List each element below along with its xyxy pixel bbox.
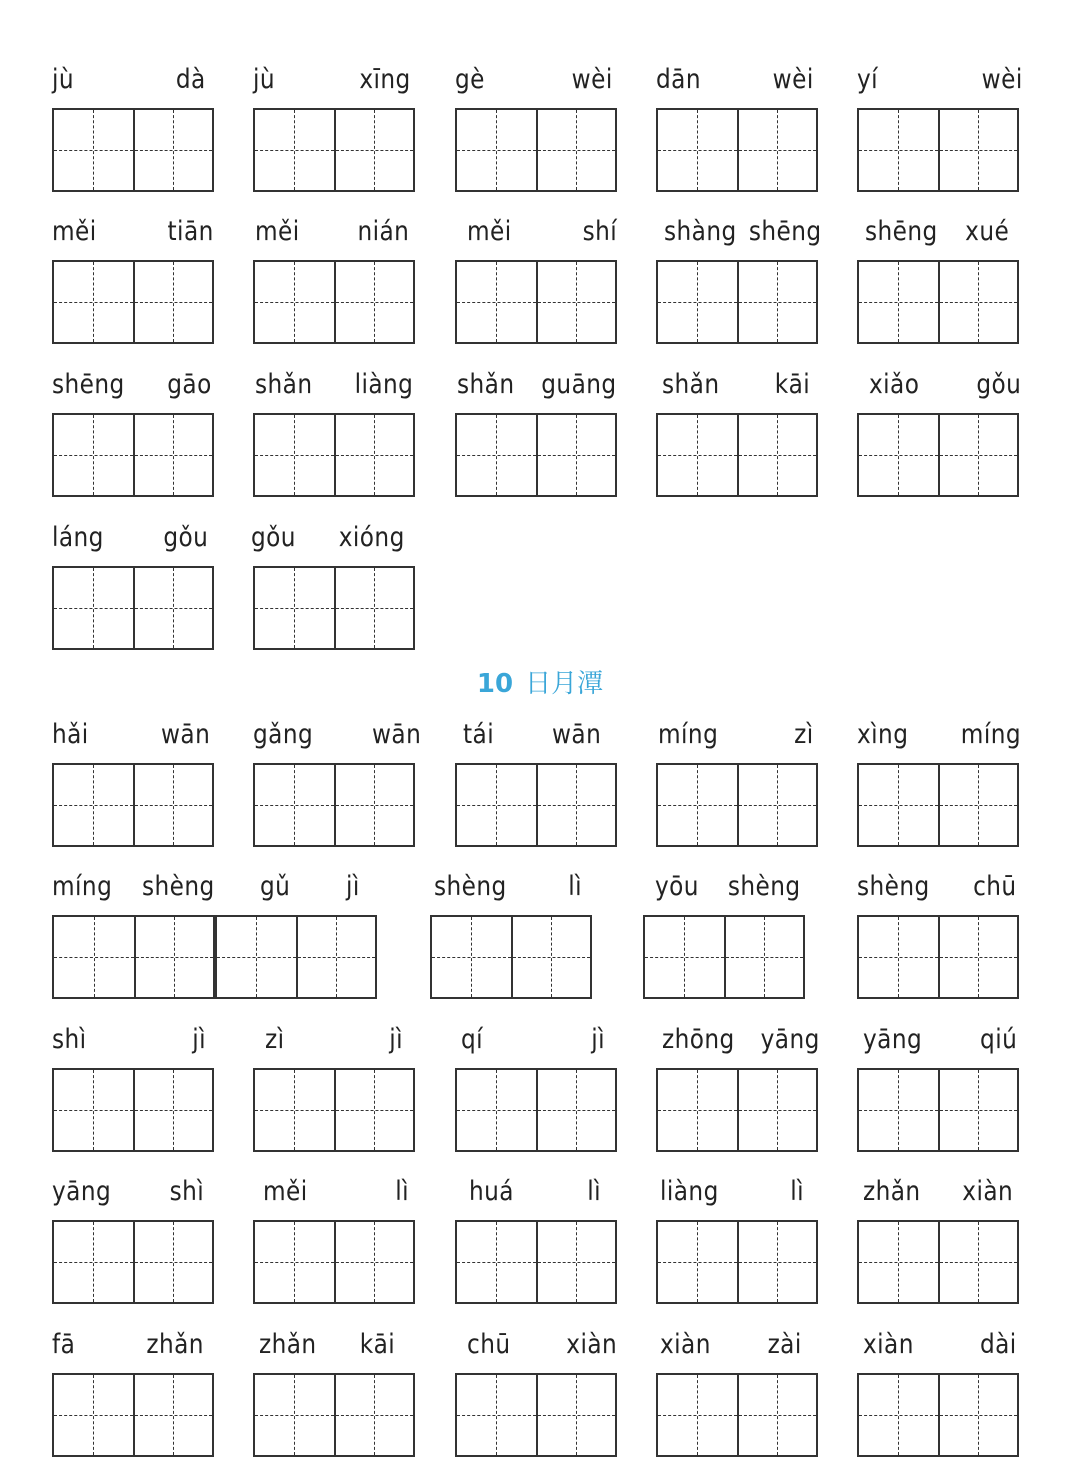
tianzige-cell[interactable] — [255, 765, 334, 845]
pinyin-right: míng — [960, 719, 1021, 750]
word-item — [455, 717, 617, 849]
pinyin-left: hǎi — [52, 719, 89, 750]
writing-grid[interactable] — [455, 260, 617, 344]
word-item — [253, 1327, 415, 1459]
word-item — [857, 1022, 1019, 1154]
pinyin-left: xiǎo — [869, 369, 920, 400]
tianzige-cell[interactable] — [724, 917, 803, 997]
tianzige-cell[interactable] — [938, 765, 1017, 845]
tianzige-cell[interactable] — [859, 1070, 938, 1150]
tianzige-cell[interactable] — [255, 1375, 334, 1455]
pinyin-right: jì — [192, 1024, 206, 1055]
word-item — [656, 367, 818, 499]
word-item — [52, 1327, 214, 1459]
tianzige-cell[interactable] — [432, 917, 511, 997]
writing-grid[interactable] — [253, 1068, 415, 1152]
tianzige-cell[interactable] — [737, 415, 816, 495]
pinyin-left: zhǎn — [863, 1176, 921, 1207]
writing-grid[interactable] — [643, 915, 805, 999]
writing-grid[interactable] — [857, 915, 1019, 999]
pinyin-left: qí — [461, 1024, 484, 1055]
word-item — [857, 62, 1023, 194]
pinyin-right: xué — [964, 216, 1009, 247]
tianzige-cell[interactable] — [737, 262, 816, 342]
pinyin-right: tiān — [167, 216, 214, 247]
tianzige-cell[interactable] — [133, 262, 212, 342]
tianzige-cell[interactable] — [457, 415, 536, 495]
pinyin-syllable: jì — [346, 871, 360, 902]
tianzige-cell[interactable] — [255, 1070, 334, 1150]
tianzige-cell[interactable] — [255, 1222, 334, 1302]
pinyin-right: shēng — [749, 216, 822, 247]
pinyin-right: gāo — [167, 369, 212, 400]
word-item — [253, 367, 415, 499]
writing-grid[interactable] — [656, 763, 818, 847]
pinyin-left: yāng — [52, 1176, 112, 1207]
pinyin-left: láng — [52, 522, 104, 553]
tianzige-cell[interactable] — [645, 917, 724, 997]
writing-grid[interactable] — [52, 1220, 214, 1304]
tianzige-cell[interactable] — [859, 1222, 938, 1302]
pinyin-right: lì — [395, 1176, 409, 1207]
word-item — [857, 367, 1019, 499]
tianzige-cell[interactable] — [133, 568, 212, 648]
pinyin-right: zài — [767, 1329, 802, 1360]
tianzige-cell[interactable] — [296, 917, 375, 997]
tianzige-cell[interactable] — [334, 568, 413, 648]
tianzige-cell[interactable] — [938, 110, 1017, 190]
tianzige-cell[interactable] — [54, 1222, 133, 1302]
writing-grid[interactable] — [430, 915, 592, 999]
pinyin-right: lì — [790, 1176, 804, 1207]
tianzige-cell[interactable] — [457, 1222, 536, 1302]
writing-grid[interactable] — [52, 915, 215, 999]
tianzige-cell[interactable] — [54, 1070, 133, 1150]
pinyin-left: liàng — [660, 1176, 719, 1207]
word-item — [643, 869, 805, 1001]
writing-grid[interactable] — [52, 1068, 214, 1152]
writing-grid[interactable] — [52, 413, 214, 497]
pinyin-left: zhōng — [662, 1024, 735, 1055]
tianzige-cell[interactable] — [536, 415, 615, 495]
pinyin-right: dài — [980, 1329, 1017, 1360]
lesson-number: 10 — [476, 669, 514, 699]
tianzige-cell[interactable] — [658, 1222, 737, 1302]
pinyin-syllable: gǔ — [260, 871, 291, 902]
tianzige-cell[interactable] — [457, 1070, 536, 1150]
pinyin-right: yāng — [760, 1024, 820, 1055]
word-item — [857, 1174, 1019, 1306]
pinyin-right: jì — [389, 1024, 403, 1055]
pinyin-right: gǒu — [976, 369, 1021, 400]
tianzige-cell[interactable] — [737, 1070, 816, 1150]
tianzige-cell[interactable] — [334, 1375, 413, 1455]
tianzige-cell[interactable] — [334, 110, 413, 190]
tianzige-cell[interactable] — [536, 262, 615, 342]
word-item — [455, 367, 617, 499]
tianzige-cell[interactable] — [938, 917, 1017, 997]
pinyin-right: xīng — [359, 64, 411, 95]
tianzige-cell[interactable] — [938, 262, 1017, 342]
pinyin-right: xiàn — [566, 1329, 617, 1360]
word-item — [52, 214, 214, 346]
writing-grid[interactable] — [656, 1220, 818, 1304]
tianzige-cell[interactable] — [54, 1375, 133, 1455]
pinyin-left: shēng — [52, 369, 125, 400]
word-item — [656, 1327, 818, 1459]
tianzige-cell[interactable] — [737, 765, 816, 845]
word-item — [455, 1174, 617, 1306]
writing-grid[interactable] — [857, 1373, 1019, 1457]
pinyin-left: xiàn — [863, 1329, 914, 1360]
writing-grid[interactable] — [253, 260, 415, 344]
word-item — [253, 214, 415, 346]
tianzige-cell[interactable] — [536, 110, 615, 190]
tianzige-cell[interactable] — [536, 1070, 615, 1150]
writing-grid[interactable] — [215, 915, 377, 999]
writing-grid[interactable] — [52, 260, 214, 344]
pinyin-left: shèng — [434, 871, 507, 902]
writing-grid[interactable] — [857, 413, 1019, 497]
tianzige-cell[interactable] — [133, 765, 212, 845]
writing-grid[interactable] — [857, 763, 1019, 847]
tianzige-cell[interactable] — [334, 262, 413, 342]
writing-grid[interactable] — [52, 108, 214, 192]
writing-grid[interactable] — [455, 413, 617, 497]
pinyin-right: wèi — [571, 64, 613, 95]
pinyin-left: gè — [455, 64, 485, 95]
writing-grid[interactable] — [455, 108, 617, 192]
pinyin-left: měi — [52, 216, 97, 247]
pinyin-left: jù — [52, 64, 75, 95]
word-item — [253, 1174, 415, 1306]
tianzige-cell[interactable] — [54, 765, 133, 845]
pinyin-right: shèng — [728, 871, 801, 902]
tianzige-cell[interactable] — [133, 415, 212, 495]
writing-grid[interactable] — [455, 1068, 617, 1152]
tianzige-cell[interactable] — [54, 262, 133, 342]
word-item — [656, 717, 818, 849]
pinyin-right: wèi — [981, 64, 1023, 95]
pinyin-left: shàng — [664, 216, 737, 247]
lesson-title — [0, 663, 1080, 700]
tianzige-cell[interactable] — [334, 1070, 413, 1150]
pinyin-left: gǎng — [253, 719, 314, 750]
word-item — [253, 1022, 415, 1154]
tianzige-cell[interactable] — [255, 262, 334, 342]
pinyin-left: fā — [52, 1329, 76, 1360]
pinyin-left: shǎn — [255, 369, 313, 400]
tianzige-cell[interactable] — [658, 1070, 737, 1150]
tianzige-cell[interactable] — [255, 110, 334, 190]
tianzige-cell[interactable] — [133, 1070, 212, 1150]
pinyin-left: xiàn — [660, 1329, 711, 1360]
tianzige-cell[interactable] — [255, 568, 334, 648]
tianzige-cell[interactable] — [334, 1222, 413, 1302]
pinyin-left: shǎn — [662, 369, 720, 400]
word-item — [857, 1327, 1019, 1459]
word-item — [455, 62, 617, 194]
tianzige-cell[interactable] — [536, 765, 615, 845]
word-item — [455, 214, 617, 346]
pinyin-left: dān — [656, 64, 701, 95]
pinyin-right: kāi — [359, 1329, 395, 1360]
writing-grid[interactable] — [857, 108, 1019, 192]
pinyin-right: zhǎn — [146, 1329, 204, 1360]
writing-grid[interactable] — [52, 1373, 214, 1457]
writing-grid[interactable] — [52, 566, 214, 650]
writing-grid[interactable] — [656, 1068, 818, 1152]
pinyin-syllable: shèng — [142, 871, 215, 902]
word-item — [455, 1022, 617, 1154]
pinyin-left: yí — [857, 64, 879, 95]
pinyin-right: qiú — [979, 1024, 1017, 1055]
word-item — [253, 520, 415, 652]
pinyin-right: lì — [568, 871, 582, 902]
pinyin-right: guāng — [541, 369, 617, 400]
tianzige-cell[interactable] — [859, 415, 938, 495]
pinyin-left: zì — [265, 1024, 285, 1055]
tianzige-cell[interactable] — [938, 1070, 1017, 1150]
pinyin-syllable: míng — [52, 871, 113, 902]
tianzige-cell[interactable] — [54, 917, 134, 997]
tianzige-cell[interactable] — [737, 1375, 816, 1455]
pinyin-right: lì — [587, 1176, 601, 1207]
tianzige-cell[interactable] — [658, 415, 737, 495]
word-item — [656, 62, 818, 194]
pinyin-right: shì — [169, 1176, 204, 1207]
tianzige-cell[interactable] — [938, 1222, 1017, 1302]
pinyin-right: xiàn — [962, 1176, 1013, 1207]
word-item-four-char — [52, 869, 377, 1001]
pinyin-right: dà — [176, 64, 206, 95]
pinyin-right: wān — [371, 719, 421, 750]
pinyin-left: xìng — [857, 719, 909, 750]
tianzige-cell[interactable] — [859, 1375, 938, 1455]
pinyin-right: wān — [160, 719, 210, 750]
tianzige-cell[interactable] — [457, 1375, 536, 1455]
word-item — [430, 869, 592, 1001]
lesson-name: 日月潭 — [525, 669, 604, 699]
tianzige-cell[interactable] — [255, 415, 334, 495]
pinyin-right: jì — [591, 1024, 605, 1055]
pinyin-left: měi — [467, 216, 512, 247]
tianzige-cell[interactable] — [859, 262, 938, 342]
pinyin-left: měi — [255, 216, 300, 247]
pinyin-right: gǒu — [163, 522, 208, 553]
tianzige-cell[interactable] — [938, 1375, 1017, 1455]
tianzige-cell[interactable] — [54, 415, 133, 495]
word-item — [253, 717, 421, 849]
pinyin-left: jù — [253, 64, 276, 95]
pinyin-right: wèi — [772, 64, 814, 95]
tianzige-cell[interactable] — [334, 765, 413, 845]
word-item — [253, 62, 415, 194]
word-item — [52, 520, 214, 652]
word-item — [455, 1327, 617, 1459]
pinyin-left: shǎn — [457, 369, 515, 400]
tianzige-cell[interactable] — [133, 1222, 212, 1302]
pinyin-right: shí — [582, 216, 617, 247]
writing-grid[interactable] — [857, 260, 1019, 344]
writing-grid[interactable] — [455, 1220, 617, 1304]
writing-grid[interactable] — [253, 1220, 415, 1304]
pinyin-right: xióng — [338, 522, 405, 553]
writing-grid[interactable] — [656, 260, 818, 344]
tianzige-cell[interactable] — [334, 415, 413, 495]
writing-grid[interactable] — [253, 1373, 415, 1457]
writing-grid[interactable] — [455, 763, 617, 847]
tianzige-cell[interactable] — [457, 262, 536, 342]
pinyin-left: yōu — [655, 871, 699, 902]
tianzige-cell[interactable] — [133, 1375, 212, 1455]
tianzige-cell[interactable] — [54, 110, 133, 190]
tianzige-cell[interactable] — [217, 917, 296, 997]
tianzige-cell[interactable] — [658, 765, 737, 845]
writing-grid[interactable] — [253, 763, 415, 847]
tianzige-cell[interactable] — [938, 415, 1017, 495]
tianzige-cell[interactable] — [859, 917, 938, 997]
writing-grid[interactable] — [455, 1373, 617, 1457]
pinyin-left: huá — [469, 1176, 514, 1207]
tianzige-cell[interactable] — [134, 917, 214, 997]
pinyin-left: yāng — [863, 1024, 923, 1055]
word-item — [857, 214, 1019, 346]
pinyin-left: chū — [467, 1329, 511, 1360]
pinyin-right: liàng — [354, 369, 413, 400]
pinyin-left: shì — [52, 1024, 87, 1055]
tianzige-cell[interactable] — [658, 262, 737, 342]
word-item — [656, 1022, 818, 1154]
word-item — [52, 367, 214, 499]
tianzige-cell[interactable] — [457, 765, 536, 845]
writing-grid[interactable] — [857, 1068, 1019, 1152]
pinyin-left: zhǎn — [259, 1329, 317, 1360]
pinyin-right: nián — [357, 216, 409, 247]
pinyin-left: tái — [463, 719, 495, 750]
word-item — [656, 214, 822, 346]
tianzige-cell[interactable] — [859, 110, 938, 190]
writing-grid[interactable] — [656, 1373, 818, 1457]
writing-grid[interactable] — [656, 413, 818, 497]
tianzige-cell[interactable] — [737, 1222, 816, 1302]
word-item — [52, 1174, 214, 1306]
tianzige-cell[interactable] — [859, 765, 938, 845]
pinyin-right: kāi — [774, 369, 810, 400]
word-item — [857, 717, 1019, 849]
word-item — [52, 62, 214, 194]
tianzige-cell[interactable] — [457, 110, 536, 190]
pinyin-left: měi — [263, 1176, 308, 1207]
word-item — [656, 1174, 818, 1306]
pinyin-left: míng — [658, 719, 719, 750]
pinyin-right: wān — [551, 719, 601, 750]
tianzige-cell[interactable] — [536, 1375, 615, 1455]
tianzige-cell[interactable] — [511, 917, 590, 997]
writing-grid[interactable] — [253, 108, 415, 192]
tianzige-cell[interactable] — [536, 1222, 615, 1302]
pinyin-left: shēng — [865, 216, 938, 247]
pinyin-left: gǒu — [251, 522, 296, 553]
tianzige-cell[interactable] — [658, 1375, 737, 1455]
word-item — [52, 1022, 214, 1154]
pinyin-right: chū — [973, 871, 1017, 902]
tianzige-cell[interactable] — [133, 110, 212, 190]
writing-grid[interactable] — [52, 763, 214, 847]
word-item — [52, 717, 214, 849]
pinyin-left: shèng — [857, 871, 930, 902]
writing-grid[interactable] — [253, 566, 415, 650]
tianzige-cell[interactable] — [658, 110, 737, 190]
writing-grid[interactable] — [857, 1220, 1019, 1304]
tianzige-cell[interactable] — [54, 568, 133, 648]
word-item — [857, 869, 1019, 1001]
writing-grid[interactable] — [253, 413, 415, 497]
tianzige-cell[interactable] — [737, 110, 816, 190]
pinyin-right: zì — [794, 719, 814, 750]
writing-grid[interactable] — [656, 108, 818, 192]
